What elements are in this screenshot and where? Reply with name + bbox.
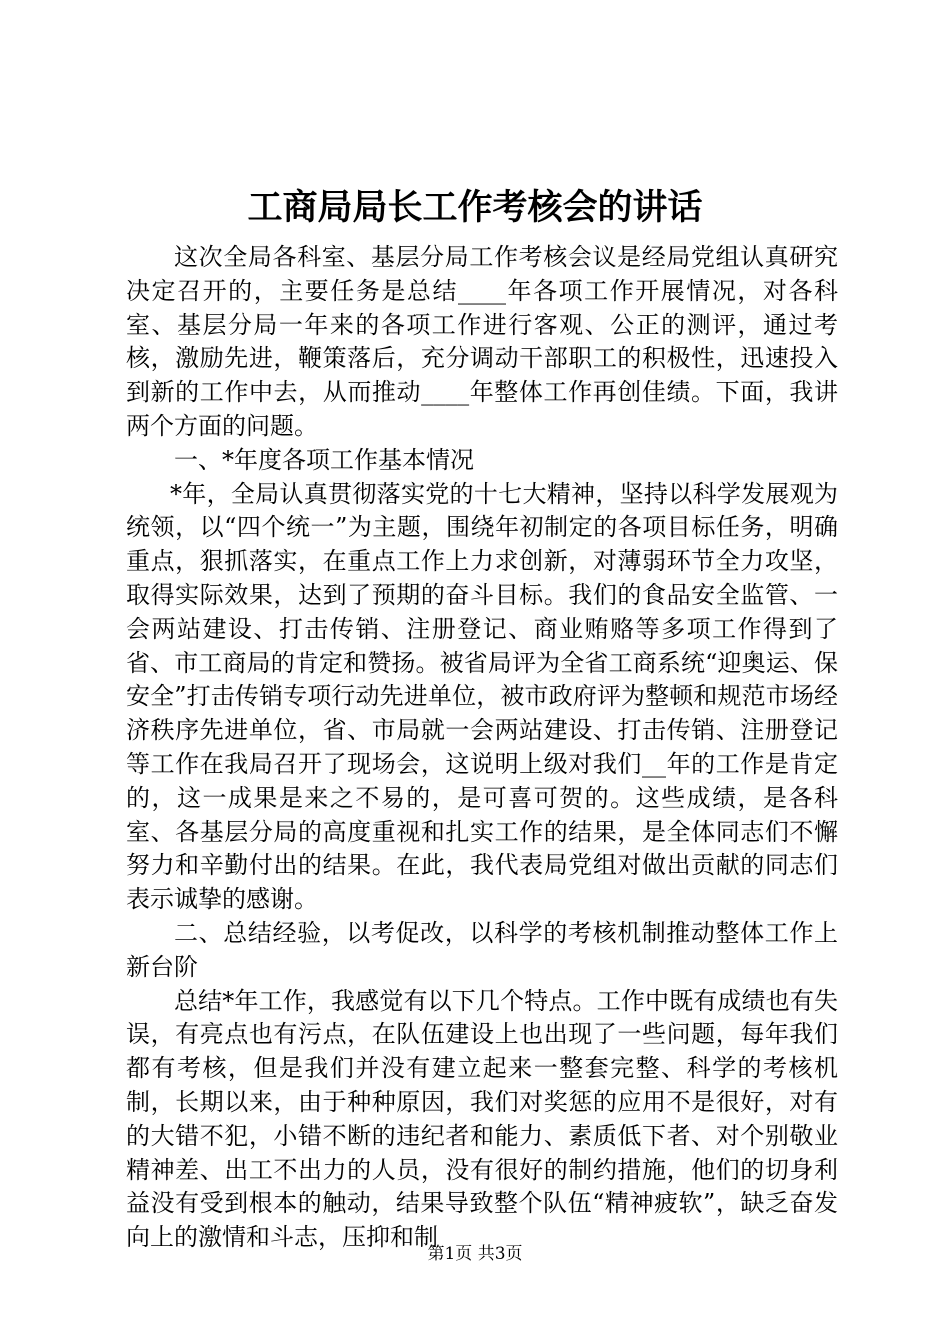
section-heading-1: 一、*年度各项工作基本情况 [174, 445, 474, 474]
paragraph-intro: 这次全局各科室、基层分局工作考核会议是经局党组认真研究决定召开的，主要任务是总结____年各项工作开展情况，对各科室、基层分局一年来的各项工作进行客观、公正的测评，通过考核，激励先进，鞭策落后，充分调动干部职工的积极性，迅速投入到新的工作中去，从而推动____年整体工作再创佳绩。下面，我讲两个方面的问题。 [126, 243, 838, 440]
paragraph-section-1: *年，全局认真贯彻落实党的十七大精神，坚持以科学发展观为统领，以“四个统一”为主题，围绕年初制定的各项目标任务，明确重点，狠抓落实，在重点工作上力求创新，对薄弱环节全力攻坚，取得实际效果，达到了预期的奋斗目标。我们的食品安全监管、一会两站建设、打击传销、注册登记、商业贿赂等多项工作得到了省、市工商局的肯定和赞扬。被省局评为全省工商系统“迎奥运、保安全”打击传销专项行动先进单位，被市政府评为整顿和规范市场经济秩序先进单位，省、市局就一会两站建设、打击传销、注册登记等工作在我局召开了现场会，这说明上级对我们__年的工作是肯定的，这一成果是来之不易的，是可喜可贺的。这些成绩，是各科室、各基层分局的高度重视和扎实工作的结果，是全体同志们不懈努力和辛勤付出的结果。在此，我代表局党组对做出贡献的同志们表示诚挚的感谢。 [126, 479, 838, 914]
page-number-footer: 第1页 共3页 [427, 1244, 523, 1264]
section-heading-2: 二、总结经验，以考促改，以科学的考核机制推动整体工作上新台阶 [126, 918, 838, 981]
paragraph-section-2: 总结*年工作，我感觉有以下几个特点。工作中既有成绩也有失误，有亮点也有污点，在队伍建设上也出现了一些问题，每年我们都有考核，但是我们并没有建立起来一整套完整、科学的考核机制，长期以来，由于种种原因，我们对奖惩的应用不是很好，对有的大错不犯，小错不断的违纪者和能力、素质低下者、对个别敬业精神差、出工不出力的人员，没有很好的制约措施，他们的切身利益没有受到根本的触动，结果导致整个队伍“精神疲软”，缺乏奋发向上的激情和斗志，压抑和制 [126, 986, 838, 1252]
document-title: 工商局局长工作考核会的讲话 [247, 187, 703, 228]
document-body [126, 241, 838, 1255]
